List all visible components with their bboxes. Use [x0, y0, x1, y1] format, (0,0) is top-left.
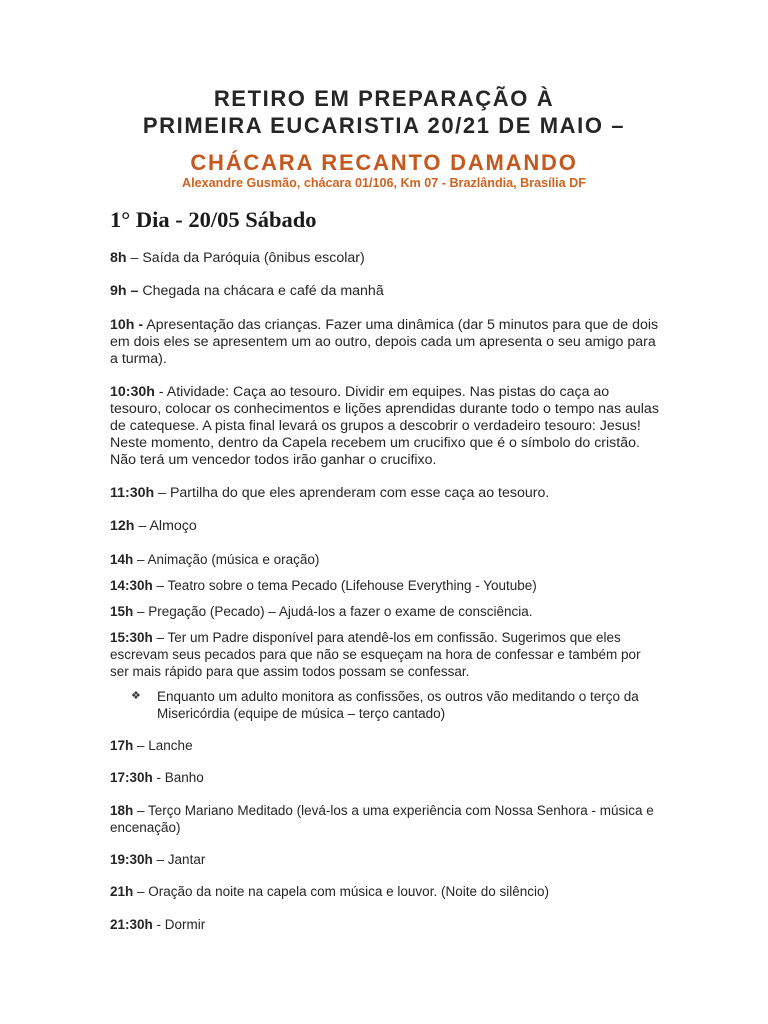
schedule-time: 9h – [110, 283, 139, 299]
schedule-item: 11:30h – Partilha do que eles aprenderam com esse caça ao tesouro. [110, 485, 550, 501]
title-line-2: PRIMEIRA EUCARISTIA 20/21 DE MAIO – [142, 113, 626, 138]
schedule-text: Chegada na chácara e café da manhã [142, 283, 384, 299]
schedule-text: Pregação (Pecado) – Ajudá-los a fazer o exame de consciência. [148, 604, 533, 619]
schedule-text: Teatro sobre o tema Pecado (Lifehouse Everything - Youtube) [167, 578, 537, 593]
schedule-text: Atividade: Caça ao tesouro. Dividir em equipes. Nas pistas do caça ao tesouro, colocar os conhecimentos e lições aprendidas durante todo o tempo nas aulas de catequese. A pista final levará os grupos a descobrir o verdadeiro tesouro: Jesus! Neste momento, dentro da Capela recebem um crucifixo que é o símbolo do cristão. Não terá um vencedor todos irão ganhar o crucifixo. [110, 384, 659, 468]
schedule-text: Lanche [148, 738, 193, 753]
schedule-text: Ter um Padre disponível para atendê-los em confissão. Sugerimos que eles escrevam seus pecados para que não se esqueçam na hora de confessar e também por ser mais rápido para que assim todos possam se confessar. [110, 630, 641, 679]
schedule-time: 11:30h [110, 485, 155, 501]
schedule-text: Dormir [164, 917, 206, 932]
schedule-item: 15:30h – Ter um Padre disponível para atendê-los em confissão. Sugerimos que eles escrevam seus pecados para que não se esqueçam na hora de confessar e também por ser mais rápido para que assim todos possam se confessar. [110, 630, 641, 679]
schedule-time: 14:30h [110, 578, 153, 593]
schedule-item: 14h – Animação (música e oração) [110, 552, 320, 567]
schedule-item: 21:30h - Dormir [110, 917, 206, 932]
bullet-text: Enquanto um adulto monitora as confissões, os outros vão meditando o terço da Misericórdia (equipe de música – terço cantado) [157, 689, 639, 721]
schedule-time: 17h [110, 738, 134, 753]
venue-name: CHÁCARA RECANTO DAMANDO [190, 150, 578, 175]
diamond-bullet-icon: ❖ [131, 690, 141, 702]
schedule-time: 15h [110, 604, 134, 619]
schedule-item: 8h – Saída da Paróquia (ônibus escolar) [110, 250, 365, 266]
schedule-text: Partilha do que eles aprenderam com esse caça ao tesouro. [169, 485, 550, 501]
schedule-time: 17:30h [110, 770, 153, 785]
schedule-item: 18h – Terço Mariano Meditado (levá-los a uma experiência com Nossa Senhora - música e encenação) [110, 803, 654, 835]
schedule-text: Saída da Paróquia (ônibus escolar) [142, 250, 365, 266]
day-heading: 1° Dia - 20/05 Sábado [110, 207, 317, 232]
schedule-text: Almoço [149, 518, 197, 534]
schedule-time: 21:30h [110, 917, 153, 932]
schedule-time: 10:30h [110, 384, 155, 400]
schedule-time: 19:30h [110, 852, 153, 867]
schedule-item [110, 283, 660, 300]
schedule-time: 12h [110, 518, 135, 534]
schedule-item [110, 317, 660, 368]
schedule-text: Oração da noite na capela com música e louvor. (Noite do silêncio) [148, 884, 549, 899]
schedule-item: 12h – Almoço [110, 518, 197, 534]
schedule-time: 10h - [110, 317, 144, 333]
schedule-text: Terço Mariano Meditado (levá-los a uma experiência com Nossa Senhora - música e encenação) [110, 803, 654, 835]
schedule-item: 17h – Lanche [110, 738, 193, 753]
venue-address: Alexandre Gusmão, chácara 01/106, Km 07 - Brazlândia, Brasília DF [182, 176, 586, 190]
schedule-item: 21h – Oração da noite na capela com música e louvor. (Noite do silêncio) [110, 884, 549, 899]
schedule-time: 18h [110, 803, 134, 818]
schedule-item: 15h – Pregação (Pecado) – Ajudá-los a fazer o exame de consciência. [110, 604, 533, 619]
schedule-time: 21h [110, 884, 134, 899]
schedule-item: 14:30h – Teatro sobre o tema Pecado (Lifehouse Everything - Youtube) [110, 578, 537, 593]
schedule-text: Apresentação das crianças. Fazer uma dinâmica (dar 5 minutos para que de dois em dois eles se apresentem um ao outro, depois cada um apresenta o seu amigo para a turma). [110, 317, 659, 367]
schedule-item: 10:30h - Atividade: Caça ao tesouro. Dividir em equipes. Nas pistas do caça ao tesouro, colocar os conhecimentos e lições aprendidas durante todo o tempo nas aulas de catequese. A pista final levará os grupos a descobrir o verdadeiro tesouro: Jesus! Neste momento, dentro da Capela recebem um crucifixo que é o símbolo do cristão. Não terá um vencedor todos irão ganhar o crucifixo. [110, 384, 659, 468]
schedule-time: 15:30h [110, 630, 153, 645]
title-line-1: RETIRO EM PREPARAÇÃO À [213, 86, 555, 111]
schedule-text: Banho [164, 770, 204, 785]
schedule-text: Jantar [167, 852, 206, 867]
schedule-item: 17:30h - Banho [110, 770, 204, 785]
schedule-item: 19:30h – Jantar [110, 852, 206, 867]
schedule-time: 14h [110, 552, 134, 567]
schedule-text: Animação (música e oração) [147, 552, 320, 567]
schedule-time: 8h [110, 250, 127, 266]
